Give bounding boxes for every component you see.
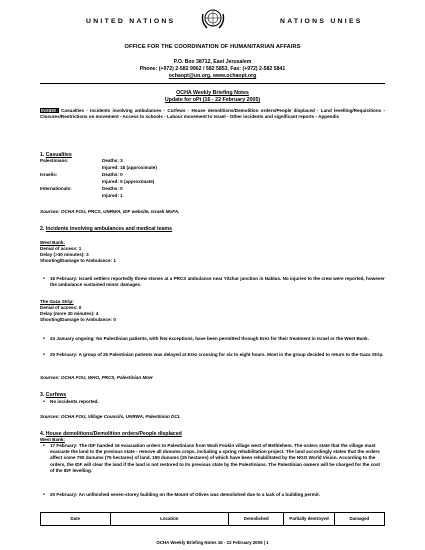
subsection-title: The Gaza Strip: (40, 299, 74, 304)
stat-line: Denial of access: 1 (40, 246, 82, 251)
section-number: 1. (40, 152, 45, 158)
section-number: 3. (40, 392, 45, 398)
address: P.O. Box 38712, East Jerusalem (173, 59, 252, 65)
bullet-icon: • (43, 336, 45, 342)
bullet-icon: • (43, 352, 45, 358)
section-title: House demolitions/Demolition orders/People displaced (45, 431, 182, 437)
section-number: 2. (40, 226, 45, 232)
bullet-icon: • (43, 492, 45, 498)
bullet-icon: • (43, 443, 45, 449)
bullet-icon: • (43, 399, 45, 405)
list-item: • 16 February: Israeli settlers reportedly threw stones at a PRCS ambulance near Yitzhar junction in Nablus. No injuries to the crew were reported, however the ambulance sustained minor damages. (43, 276, 385, 288)
inside-summary (40, 108, 385, 121)
demolitions-table (40, 512, 385, 526)
table-header-row (41, 513, 385, 526)
casualty-value: Injured: 5 (approximate) (102, 179, 155, 184)
stat-line: Delay (more 30 minutes): 4 (40, 311, 99, 316)
table-header-cell: Location (110, 513, 229, 526)
stat-line: Shooting/Damage to Ambulance: 0 (40, 317, 116, 322)
report-title: OCHA Weekly Briefing Notes (176, 90, 249, 96)
phone-fax: Phone: (+972) 2-582 9962 / 582 5853, Fax: (+972) 2-582 5841 (139, 66, 286, 72)
section-curfews-heading (40, 392, 66, 398)
list-item: • 20 February: A group of 25 Palestinian patients was delayed at Erez crossing for six to eight hours. Most in the group decided to return to the Gaza Strip. (43, 352, 384, 358)
subsection-title: West Bank: (40, 437, 65, 442)
list-item: • No incidents reported. (43, 399, 99, 405)
sources-note: Sources: OCHA FOU, PRCS, UNRWA, IDF website, Israeli MoFA. (40, 209, 180, 214)
list-item: • 24 January ongoing: No Palestinian patients, with few exceptions, have been permitted through Erez for their treatment in Israel or the West Bank. (43, 336, 369, 342)
subsection-title: West Bank: (40, 240, 65, 245)
bullet-icon: • (43, 276, 45, 282)
stat-line: Denial of access: 0 (40, 305, 82, 310)
section-ambulances-heading (40, 226, 172, 232)
org-name-fr: NATIONS UNIES (280, 18, 363, 25)
section-title: Curfews (45, 392, 67, 398)
stat-line: Shooting/Damage to Ambulance: 1 (40, 258, 116, 263)
section-title: Incidents involving ambulances and medical teams (45, 226, 173, 232)
stat-line: Delay (>30 minutes): 3 (40, 252, 89, 257)
inside-text: Casualties - Incidents involving ambulances - Curfews - House demolitions/Demolition orders/People displaced - Land levelling/Requisitions - Closures/Restrictions on movement - Access to schools - Labour movement to Israel - Other incidents and significant reports - Appendix (40, 108, 385, 120)
table-header-cell: Damaged (334, 513, 384, 526)
inside-label: INSIDE: (41, 108, 58, 113)
casualty-value: Deaths: 0 (102, 186, 123, 191)
header-divider (40, 83, 385, 84)
casualty-value: Deaths: 3 (102, 158, 123, 163)
un-emblem-icon (198, 4, 228, 34)
section-title: Casualties (45, 152, 72, 158)
table-header-cell: Demolished (229, 513, 284, 526)
sources-note: Sources: OCHA FOU, WHO, PRCS, Palestinian MoH (40, 375, 153, 380)
office-name: OFFICE FOR THE COORDINATION OF HUMANITARIAN AFFAIRS (124, 44, 301, 50)
table-header-cell: Date (41, 513, 111, 526)
casualty-value: Deaths: 0 (102, 172, 123, 177)
casualty-group: Israelis: (40, 172, 58, 177)
section-number: 4. (40, 431, 45, 437)
table-header-cell: Partially destroyed (284, 513, 334, 526)
org-name-en: UNITED NATIONS (86, 18, 176, 25)
casualty-value: Injured: 18 (approximate) (102, 165, 157, 170)
sources-note: Sources: OCHA FOU, Village Councils, UNRWA, Palestinian DCL (40, 414, 181, 419)
contact-web[interactable]: ochaopt@un.org, www.ochaopt.org (168, 73, 257, 79)
page-footer: OCHA Weekly Briefing Notes 16 - 22 February 2005 | 1 (156, 540, 269, 545)
casualty-group: Internationals: (40, 186, 72, 191)
list-item: • 20 February: An unfinished seven-storey building on the Mount of Olives was demolished due to a lack of a building permit. (43, 492, 320, 498)
report-subtitle: Update for oPt (16 - 22 February 2005) (164, 97, 261, 103)
list-item: • 17 February: The IDF handed 16 evacuation orders to Palestinians from Wadi Foukin village west of Bethlehem. The orders state that the village must evacuate the land to the previous state - remove all dunums crops, including a spring rehabilitation project. The land accordingly states that the orders affect some 750 dunums (75 hectares) of land, 150 dunums (15 hectares) of which have been rehabilitated by the NGO World Vision. According to the orders, the IDF will clear the land if the land is not restored to its previous state by the Palestinians. The Palestinian owners will be charged for the cost of the IDF levelling. (43, 443, 381, 473)
casualty-value: Injured: 1 (102, 193, 123, 198)
casualty-group: Palestinians: (40, 158, 69, 163)
